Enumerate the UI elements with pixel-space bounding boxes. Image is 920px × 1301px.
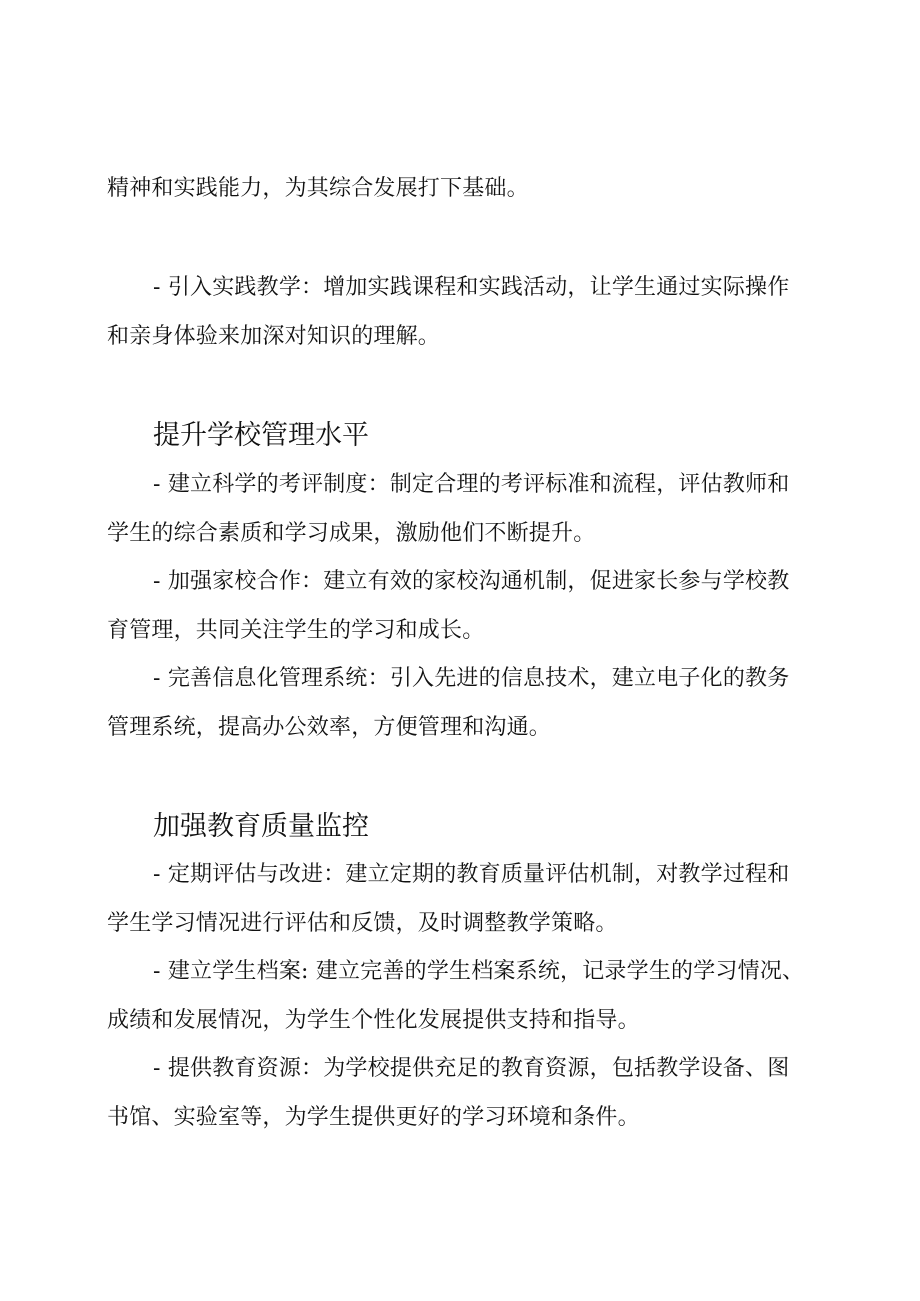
list-item-line: - 建立科学的考评制度：制定合理的考评标准和流程，评估教师和 [153, 472, 790, 497]
list-item-line: - 建立学生档案: 建立完善的学生档案系统，记录学生的学习情况、 [153, 959, 805, 984]
paragraph-line: 精神和实践能力，为其综合发展打下基础。 [107, 176, 529, 201]
section-heading: 提升学校管理水平 [153, 420, 369, 451]
list-item-line: 管理系统，提高办公效率，方便管理和沟通。 [107, 715, 552, 740]
paragraph-line: - 引入实践教学：增加实践课程和实践活动，让学生通过实际操作 [153, 275, 790, 300]
list-item-line: - 提供教育资源：为学校提供充足的教育资源，包括教学设备、图 [153, 1056, 790, 1081]
list-item-line: - 完善信息化管理系统：引入先进的信息技术，建立电子化的教务 [153, 666, 790, 691]
list-item-line: 学生的综合素质和学习成果，激励他们不断提升。 [107, 521, 596, 546]
list-item-line: 学生学习情况进行评估和反馈，及时调整教学策略。 [107, 911, 618, 936]
list-item-line: 书馆、实验室等，为学生提供更好的学习环境和条件。 [107, 1105, 640, 1130]
list-item-line: 成绩和发展情况，为学生个性化发展提供支持和指导。 [107, 1008, 640, 1033]
list-item-line: 育管理，共同关注学生的学习和成长。 [107, 618, 485, 643]
list-item-line: - 定期评估与改进：建立定期的教育质量评估机制，对教学过程和 [153, 862, 790, 887]
list-item-line: - 加强家校合作：建立有效的家校沟通机制，促进家长参与学校教 [153, 569, 790, 594]
paragraph-line: 和亲身体验来加深对知识的理解。 [107, 324, 441, 349]
section-heading: 加强教育质量监控 [153, 811, 369, 842]
